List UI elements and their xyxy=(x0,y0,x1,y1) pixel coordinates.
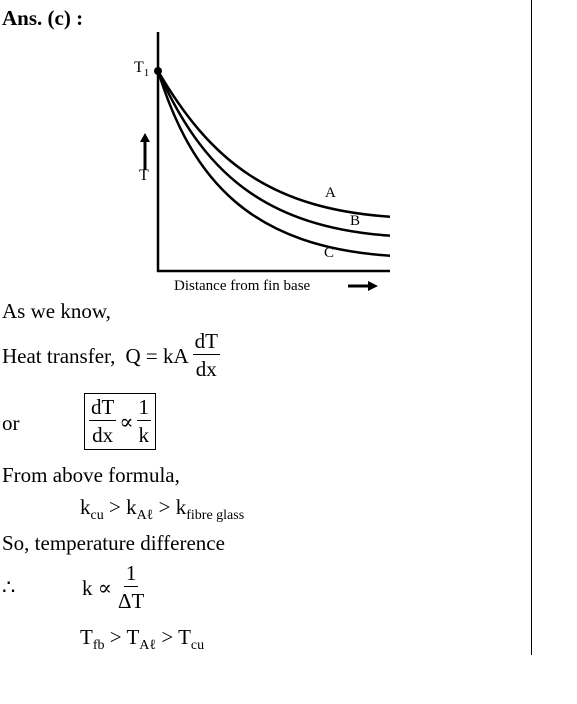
proportional-symbol: ∝ xyxy=(119,409,134,434)
fibre-glass-subscript: fibre glass xyxy=(186,508,245,523)
from-above-text: From above formula, xyxy=(2,463,180,487)
one-over-k-fraction xyxy=(137,394,152,449)
temperature-distribution-graph xyxy=(120,30,390,298)
k-symbol: k xyxy=(80,495,91,519)
gt-symbol: > xyxy=(104,625,127,649)
t1-label: $T_1$ xyxy=(134,59,150,79)
t-symbol: T xyxy=(178,625,191,649)
k-propto-text: k ∝ xyxy=(82,575,112,600)
right-border-line xyxy=(531,0,532,655)
heat-transfer-equation xyxy=(2,328,220,383)
fraction-numerator: dT xyxy=(194,329,218,353)
gt-symbol: > xyxy=(103,495,127,519)
conductivity-relation xyxy=(80,495,244,528)
curve-label-c: C xyxy=(324,245,335,261)
proportionality-box xyxy=(84,393,156,450)
therefore-symbol: ∴ xyxy=(2,575,16,599)
k-symbol: k xyxy=(126,495,137,519)
curve-label-a: A xyxy=(325,185,336,201)
fraction-numerator: 1 xyxy=(138,395,150,419)
t1-point xyxy=(154,67,162,75)
t-symbol: T xyxy=(126,625,140,649)
gt-symbol: > xyxy=(156,625,179,649)
curve-a xyxy=(158,71,390,217)
one-over-delta-t-fraction xyxy=(116,560,146,615)
y-arrow-head xyxy=(140,133,150,142)
boxed-relation xyxy=(84,393,156,450)
fraction-denominator: k xyxy=(138,423,150,447)
answer-heading: Ans. (c) : xyxy=(2,6,84,30)
q-equals-ka: Q = kA xyxy=(125,343,189,368)
so-temperature-text: So, temperature difference xyxy=(2,531,225,555)
al-subscript: Aℓ xyxy=(139,638,157,653)
heat-transfer-label: Heat transfer, xyxy=(2,343,116,368)
t-symbol: T xyxy=(80,625,93,649)
k-symbol: k xyxy=(175,495,187,519)
as-we-know-text: As we know, xyxy=(2,299,111,323)
x-arrow-head xyxy=(368,281,378,291)
k-proportional-relation xyxy=(82,560,146,615)
y-axis-label: T xyxy=(139,167,149,184)
temperature-relation xyxy=(80,625,204,658)
cu-subscript: cu xyxy=(90,508,104,523)
fraction-denominator: dx xyxy=(195,357,217,381)
fb-subscript: fb xyxy=(92,638,105,653)
cu-subscript: cu xyxy=(190,638,205,653)
fraction-denominator: ΔT xyxy=(117,589,145,613)
curve-label-b: B xyxy=(350,213,361,229)
dT-dx-fraction-boxed xyxy=(89,394,116,449)
fraction-denominator: dx xyxy=(92,423,114,447)
fraction-numerator: dT xyxy=(91,395,115,419)
dT-dx-fraction xyxy=(193,328,220,383)
fraction-numerator: 1 xyxy=(125,561,137,585)
gt-symbol: > xyxy=(153,495,176,519)
al-subscript: Aℓ xyxy=(136,508,154,523)
x-axis-label: Distance from fin base xyxy=(174,278,311,294)
or-text: or xyxy=(2,411,20,435)
